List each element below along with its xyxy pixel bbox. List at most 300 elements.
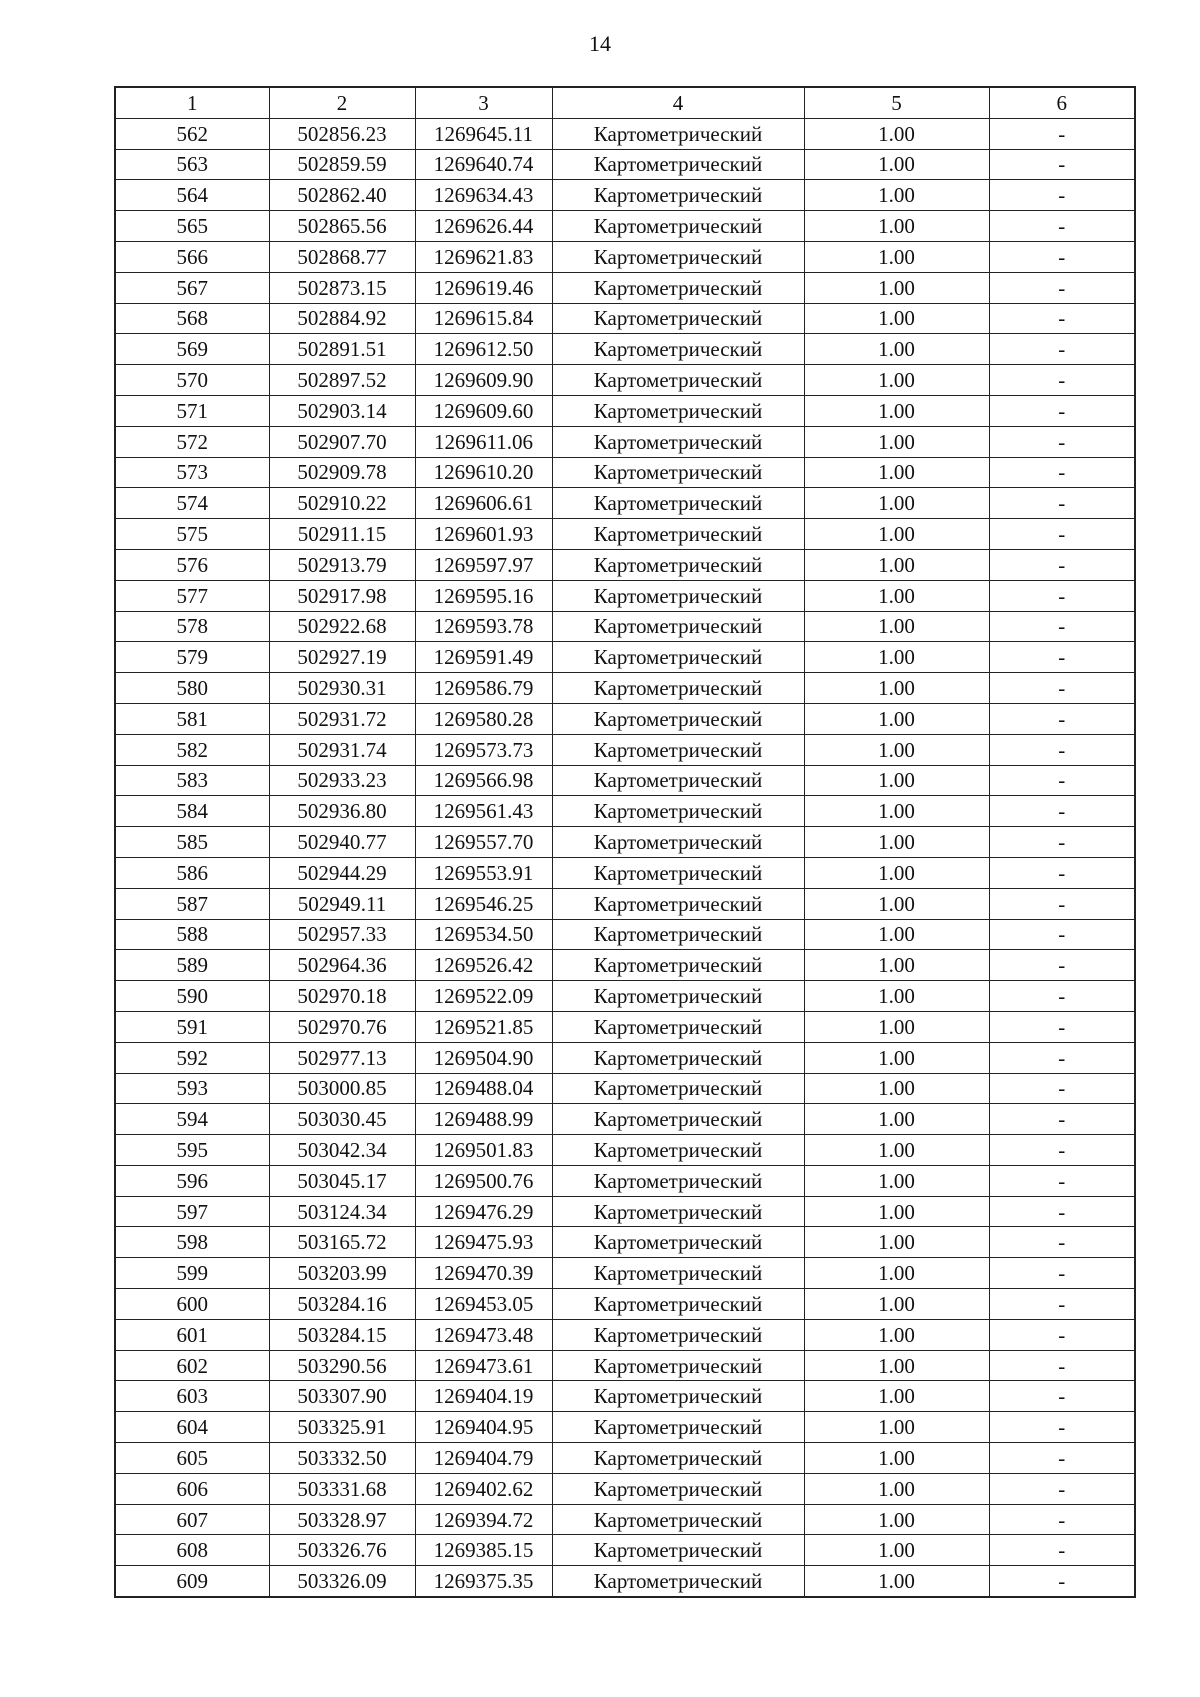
method-cell: Картометрический bbox=[552, 888, 804, 919]
accuracy-cell: 1.00 bbox=[804, 519, 989, 550]
point-number-cell: 585 bbox=[115, 827, 269, 858]
description-cell: - bbox=[989, 1319, 1135, 1350]
description-cell: - bbox=[989, 1504, 1135, 1535]
coordinates-table bbox=[114, 86, 1136, 1598]
point-number-cell: 564 bbox=[115, 180, 269, 211]
x-coordinate-cell: 503331.68 bbox=[269, 1473, 415, 1504]
table-row bbox=[115, 857, 1135, 888]
y-coordinate-cell: 1269501.83 bbox=[415, 1135, 552, 1166]
y-coordinate-cell: 1269402.62 bbox=[415, 1473, 552, 1504]
y-coordinate-cell: 1269612.50 bbox=[415, 334, 552, 365]
y-coordinate-cell: 1269522.09 bbox=[415, 981, 552, 1012]
method-cell: Картометрический bbox=[552, 303, 804, 334]
method-cell: Картометрический bbox=[552, 1289, 804, 1320]
table-row bbox=[115, 796, 1135, 827]
column-header-3: 3 bbox=[415, 87, 552, 118]
description-cell: - bbox=[989, 118, 1135, 149]
method-cell: Картометрический bbox=[552, 1412, 804, 1443]
table-row bbox=[115, 580, 1135, 611]
x-coordinate-cell: 502949.11 bbox=[269, 888, 415, 919]
y-coordinate-cell: 1269640.74 bbox=[415, 149, 552, 180]
y-coordinate-cell: 1269476.29 bbox=[415, 1196, 552, 1227]
x-coordinate-cell: 502868.77 bbox=[269, 241, 415, 272]
description-cell: - bbox=[989, 1227, 1135, 1258]
description-cell: - bbox=[989, 1042, 1135, 1073]
x-coordinate-cell: 502859.59 bbox=[269, 149, 415, 180]
table-row bbox=[115, 765, 1135, 796]
method-cell: Картометрический bbox=[552, 426, 804, 457]
x-coordinate-cell: 502856.23 bbox=[269, 118, 415, 149]
table-row bbox=[115, 334, 1135, 365]
table-row bbox=[115, 642, 1135, 673]
description-cell: - bbox=[989, 241, 1135, 272]
description-cell: - bbox=[989, 272, 1135, 303]
method-cell: Картометрический bbox=[552, 981, 804, 1012]
x-coordinate-cell: 502884.92 bbox=[269, 303, 415, 334]
accuracy-cell: 1.00 bbox=[804, 919, 989, 950]
y-coordinate-cell: 1269621.83 bbox=[415, 241, 552, 272]
description-cell: - bbox=[989, 1443, 1135, 1474]
description-cell: - bbox=[989, 888, 1135, 919]
description-cell: - bbox=[989, 1135, 1135, 1166]
table-row bbox=[115, 426, 1135, 457]
description-cell: - bbox=[989, 1196, 1135, 1227]
x-coordinate-cell: 503290.56 bbox=[269, 1350, 415, 1381]
x-coordinate-cell: 503284.15 bbox=[269, 1319, 415, 1350]
y-coordinate-cell: 1269488.99 bbox=[415, 1104, 552, 1135]
accuracy-cell: 1.00 bbox=[804, 827, 989, 858]
accuracy-cell: 1.00 bbox=[804, 211, 989, 242]
y-coordinate-cell: 1269453.05 bbox=[415, 1289, 552, 1320]
y-coordinate-cell: 1269504.90 bbox=[415, 1042, 552, 1073]
point-number-cell: 593 bbox=[115, 1073, 269, 1104]
point-number-cell: 597 bbox=[115, 1196, 269, 1227]
table-row bbox=[115, 703, 1135, 734]
table-row bbox=[115, 149, 1135, 180]
accuracy-cell: 1.00 bbox=[804, 241, 989, 272]
table-row bbox=[115, 365, 1135, 396]
accuracy-cell: 1.00 bbox=[804, 1412, 989, 1443]
table-row bbox=[115, 1412, 1135, 1443]
method-cell: Картометрический bbox=[552, 180, 804, 211]
method-cell: Картометрический bbox=[552, 611, 804, 642]
y-coordinate-cell: 1269546.25 bbox=[415, 888, 552, 919]
y-coordinate-cell: 1269488.04 bbox=[415, 1073, 552, 1104]
method-cell: Картометрический bbox=[552, 241, 804, 272]
point-number-cell: 573 bbox=[115, 457, 269, 488]
point-number-cell: 584 bbox=[115, 796, 269, 827]
description-cell: - bbox=[989, 1566, 1135, 1597]
description-cell: - bbox=[989, 488, 1135, 519]
accuracy-cell: 1.00 bbox=[804, 1504, 989, 1535]
accuracy-cell: 1.00 bbox=[804, 857, 989, 888]
y-coordinate-cell: 1269609.60 bbox=[415, 395, 552, 426]
y-coordinate-cell: 1269404.19 bbox=[415, 1381, 552, 1412]
method-cell: Картометрический bbox=[552, 734, 804, 765]
point-number-cell: 588 bbox=[115, 919, 269, 950]
table-row bbox=[115, 211, 1135, 242]
method-cell: Картометрический bbox=[552, 1504, 804, 1535]
y-coordinate-cell: 1269591.49 bbox=[415, 642, 552, 673]
x-coordinate-cell: 503030.45 bbox=[269, 1104, 415, 1135]
accuracy-cell: 1.00 bbox=[804, 549, 989, 580]
table-row bbox=[115, 1104, 1135, 1135]
method-cell: Картометрический bbox=[552, 919, 804, 950]
accuracy-cell: 1.00 bbox=[804, 580, 989, 611]
method-cell: Картометрический bbox=[552, 1566, 804, 1597]
point-number-cell: 599 bbox=[115, 1258, 269, 1289]
x-coordinate-cell: 502977.13 bbox=[269, 1042, 415, 1073]
table-row bbox=[115, 272, 1135, 303]
method-cell: Картометрический bbox=[552, 1535, 804, 1566]
table-row bbox=[115, 1042, 1135, 1073]
table-row bbox=[115, 1319, 1135, 1350]
y-coordinate-cell: 1269470.39 bbox=[415, 1258, 552, 1289]
description-cell: - bbox=[989, 1412, 1135, 1443]
method-cell: Картометрический bbox=[552, 1319, 804, 1350]
method-cell: Картометрический bbox=[552, 334, 804, 365]
table-row bbox=[115, 488, 1135, 519]
y-coordinate-cell: 1269595.16 bbox=[415, 580, 552, 611]
y-coordinate-cell: 1269394.72 bbox=[415, 1504, 552, 1535]
description-cell: - bbox=[989, 1473, 1135, 1504]
description-cell: - bbox=[989, 303, 1135, 334]
column-header-1: 1 bbox=[115, 87, 269, 118]
point-number-cell: 575 bbox=[115, 519, 269, 550]
accuracy-cell: 1.00 bbox=[804, 765, 989, 796]
point-number-cell: 563 bbox=[115, 149, 269, 180]
method-cell: Картометрический bbox=[552, 1042, 804, 1073]
x-coordinate-cell: 502903.14 bbox=[269, 395, 415, 426]
table-row bbox=[115, 303, 1135, 334]
x-coordinate-cell: 502927.19 bbox=[269, 642, 415, 673]
table-row bbox=[115, 1196, 1135, 1227]
description-cell: - bbox=[989, 1258, 1135, 1289]
x-coordinate-cell: 502891.51 bbox=[269, 334, 415, 365]
x-coordinate-cell: 503284.16 bbox=[269, 1289, 415, 1320]
x-coordinate-cell: 502911.15 bbox=[269, 519, 415, 550]
x-coordinate-cell: 502964.36 bbox=[269, 950, 415, 981]
point-number-cell: 596 bbox=[115, 1165, 269, 1196]
x-coordinate-cell: 502897.52 bbox=[269, 365, 415, 396]
accuracy-cell: 1.00 bbox=[804, 272, 989, 303]
method-cell: Картометрический bbox=[552, 950, 804, 981]
accuracy-cell: 1.00 bbox=[804, 334, 989, 365]
point-number-cell: 577 bbox=[115, 580, 269, 611]
point-number-cell: 578 bbox=[115, 611, 269, 642]
method-cell: Картометрический bbox=[552, 149, 804, 180]
point-number-cell: 602 bbox=[115, 1350, 269, 1381]
description-cell: - bbox=[989, 1165, 1135, 1196]
point-number-cell: 604 bbox=[115, 1412, 269, 1443]
description-cell: - bbox=[989, 1381, 1135, 1412]
point-number-cell: 566 bbox=[115, 241, 269, 272]
method-cell: Картометрический bbox=[552, 1196, 804, 1227]
x-coordinate-cell: 503328.97 bbox=[269, 1504, 415, 1535]
description-cell: - bbox=[989, 1350, 1135, 1381]
x-coordinate-cell: 503326.09 bbox=[269, 1566, 415, 1597]
method-cell: Картометрический bbox=[552, 395, 804, 426]
table-row bbox=[115, 981, 1135, 1012]
y-coordinate-cell: 1269593.78 bbox=[415, 611, 552, 642]
description-cell: - bbox=[989, 1104, 1135, 1135]
accuracy-cell: 1.00 bbox=[804, 365, 989, 396]
accuracy-cell: 1.00 bbox=[804, 1227, 989, 1258]
y-coordinate-cell: 1269473.61 bbox=[415, 1350, 552, 1381]
accuracy-cell: 1.00 bbox=[804, 1319, 989, 1350]
accuracy-cell: 1.00 bbox=[804, 488, 989, 519]
point-number-cell: 603 bbox=[115, 1381, 269, 1412]
accuracy-cell: 1.00 bbox=[804, 118, 989, 149]
method-cell: Картометрический bbox=[552, 365, 804, 396]
point-number-cell: 592 bbox=[115, 1042, 269, 1073]
point-number-cell: 568 bbox=[115, 303, 269, 334]
point-number-cell: 574 bbox=[115, 488, 269, 519]
accuracy-cell: 1.00 bbox=[804, 1073, 989, 1104]
y-coordinate-cell: 1269610.20 bbox=[415, 457, 552, 488]
column-header-2: 2 bbox=[269, 87, 415, 118]
description-cell: - bbox=[989, 180, 1135, 211]
accuracy-cell: 1.00 bbox=[804, 457, 989, 488]
point-number-cell: 589 bbox=[115, 950, 269, 981]
point-number-cell: 590 bbox=[115, 981, 269, 1012]
x-coordinate-cell: 502917.98 bbox=[269, 580, 415, 611]
method-cell: Картометрический bbox=[552, 1073, 804, 1104]
point-number-cell: 581 bbox=[115, 703, 269, 734]
description-cell: - bbox=[989, 703, 1135, 734]
y-coordinate-cell: 1269606.61 bbox=[415, 488, 552, 519]
accuracy-cell: 1.00 bbox=[804, 673, 989, 704]
y-coordinate-cell: 1269500.76 bbox=[415, 1165, 552, 1196]
accuracy-cell: 1.00 bbox=[804, 1350, 989, 1381]
description-cell: - bbox=[989, 549, 1135, 580]
x-coordinate-cell: 503165.72 bbox=[269, 1227, 415, 1258]
x-coordinate-cell: 503203.99 bbox=[269, 1258, 415, 1289]
y-coordinate-cell: 1269475.93 bbox=[415, 1227, 552, 1258]
description-cell: - bbox=[989, 950, 1135, 981]
x-coordinate-cell: 502944.29 bbox=[269, 857, 415, 888]
x-coordinate-cell: 502970.18 bbox=[269, 981, 415, 1012]
x-coordinate-cell: 502931.72 bbox=[269, 703, 415, 734]
point-number-cell: 576 bbox=[115, 549, 269, 580]
accuracy-cell: 1.00 bbox=[804, 1104, 989, 1135]
x-coordinate-cell: 502930.31 bbox=[269, 673, 415, 704]
table-row bbox=[115, 1227, 1135, 1258]
y-coordinate-cell: 1269521.85 bbox=[415, 1011, 552, 1042]
y-coordinate-cell: 1269580.28 bbox=[415, 703, 552, 734]
x-coordinate-cell: 502970.76 bbox=[269, 1011, 415, 1042]
table-row bbox=[115, 180, 1135, 211]
x-coordinate-cell: 503307.90 bbox=[269, 1381, 415, 1412]
table-body bbox=[115, 118, 1135, 1597]
accuracy-cell: 1.00 bbox=[804, 796, 989, 827]
table-row bbox=[115, 888, 1135, 919]
x-coordinate-cell: 502913.79 bbox=[269, 549, 415, 580]
point-number-cell: 609 bbox=[115, 1566, 269, 1597]
method-cell: Картометрический bbox=[552, 703, 804, 734]
description-cell: - bbox=[989, 1289, 1135, 1320]
table-row bbox=[115, 395, 1135, 426]
table-row bbox=[115, 1504, 1135, 1535]
x-coordinate-cell: 503326.76 bbox=[269, 1535, 415, 1566]
point-number-cell: 583 bbox=[115, 765, 269, 796]
table-row bbox=[115, 118, 1135, 149]
x-coordinate-cell: 502873.15 bbox=[269, 272, 415, 303]
y-coordinate-cell: 1269601.93 bbox=[415, 519, 552, 550]
method-cell: Картометрический bbox=[552, 580, 804, 611]
page-number: 14 bbox=[589, 31, 611, 56]
accuracy-cell: 1.00 bbox=[804, 950, 989, 981]
accuracy-cell: 1.00 bbox=[804, 149, 989, 180]
y-coordinate-cell: 1269645.11 bbox=[415, 118, 552, 149]
method-cell: Картометрический bbox=[552, 642, 804, 673]
point-number-cell: 591 bbox=[115, 1011, 269, 1042]
accuracy-cell: 1.00 bbox=[804, 426, 989, 457]
column-header-4: 4 bbox=[552, 87, 804, 118]
table-row bbox=[115, 611, 1135, 642]
x-coordinate-cell: 503332.50 bbox=[269, 1443, 415, 1474]
method-cell: Картометрический bbox=[552, 1227, 804, 1258]
y-coordinate-cell: 1269404.95 bbox=[415, 1412, 552, 1443]
table-row bbox=[115, 457, 1135, 488]
description-cell: - bbox=[989, 765, 1135, 796]
description-cell: - bbox=[989, 395, 1135, 426]
method-cell: Картометрический bbox=[552, 457, 804, 488]
method-cell: Картометрический bbox=[552, 1165, 804, 1196]
y-coordinate-cell: 1269586.79 bbox=[415, 673, 552, 704]
point-number-cell: 565 bbox=[115, 211, 269, 242]
method-cell: Картометрический bbox=[552, 488, 804, 519]
method-cell: Картометрический bbox=[552, 1381, 804, 1412]
table-row bbox=[115, 673, 1135, 704]
method-cell: Картометрический bbox=[552, 549, 804, 580]
description-cell: - bbox=[989, 981, 1135, 1012]
point-number-cell: 570 bbox=[115, 365, 269, 396]
y-coordinate-cell: 1269534.50 bbox=[415, 919, 552, 950]
description-cell: - bbox=[989, 580, 1135, 611]
description-cell: - bbox=[989, 426, 1135, 457]
point-number-cell: 586 bbox=[115, 857, 269, 888]
table-row bbox=[115, 1165, 1135, 1196]
y-coordinate-cell: 1269619.46 bbox=[415, 272, 552, 303]
x-coordinate-cell: 503124.34 bbox=[269, 1196, 415, 1227]
x-coordinate-cell: 502922.68 bbox=[269, 611, 415, 642]
table-row bbox=[115, 734, 1135, 765]
point-number-cell: 607 bbox=[115, 1504, 269, 1535]
x-coordinate-cell: 502909.78 bbox=[269, 457, 415, 488]
description-cell: - bbox=[989, 796, 1135, 827]
point-number-cell: 598 bbox=[115, 1227, 269, 1258]
point-number-cell: 579 bbox=[115, 642, 269, 673]
accuracy-cell: 1.00 bbox=[804, 611, 989, 642]
y-coordinate-cell: 1269566.98 bbox=[415, 765, 552, 796]
description-cell: - bbox=[989, 1011, 1135, 1042]
point-number-cell: 582 bbox=[115, 734, 269, 765]
method-cell: Картометрический bbox=[552, 1473, 804, 1504]
x-coordinate-cell: 503042.34 bbox=[269, 1135, 415, 1166]
description-cell: - bbox=[989, 611, 1135, 642]
method-cell: Картометрический bbox=[552, 519, 804, 550]
accuracy-cell: 1.00 bbox=[804, 1473, 989, 1504]
point-number-cell: 608 bbox=[115, 1535, 269, 1566]
accuracy-cell: 1.00 bbox=[804, 1011, 989, 1042]
column-header-6: 6 bbox=[989, 87, 1135, 118]
accuracy-cell: 1.00 bbox=[804, 981, 989, 1012]
accuracy-cell: 1.00 bbox=[804, 1165, 989, 1196]
method-cell: Картометрический bbox=[552, 796, 804, 827]
method-cell: Картометрический bbox=[552, 1443, 804, 1474]
table-row bbox=[115, 1381, 1135, 1412]
point-number-cell: 605 bbox=[115, 1443, 269, 1474]
description-cell: - bbox=[989, 734, 1135, 765]
table-row bbox=[115, 1258, 1135, 1289]
accuracy-cell: 1.00 bbox=[804, 642, 989, 673]
accuracy-cell: 1.00 bbox=[804, 888, 989, 919]
table-row bbox=[115, 1473, 1135, 1504]
method-cell: Картометрический bbox=[552, 1135, 804, 1166]
accuracy-cell: 1.00 bbox=[804, 1566, 989, 1597]
method-cell: Картометрический bbox=[552, 211, 804, 242]
table-row bbox=[115, 519, 1135, 550]
table-row bbox=[115, 1135, 1135, 1166]
column-header-5: 5 bbox=[804, 87, 989, 118]
y-coordinate-cell: 1269385.15 bbox=[415, 1535, 552, 1566]
table-row bbox=[115, 827, 1135, 858]
table-row bbox=[115, 1289, 1135, 1320]
method-cell: Картометрический bbox=[552, 118, 804, 149]
accuracy-cell: 1.00 bbox=[804, 1381, 989, 1412]
point-number-cell: 567 bbox=[115, 272, 269, 303]
y-coordinate-cell: 1269404.79 bbox=[415, 1443, 552, 1474]
method-cell: Картометрический bbox=[552, 765, 804, 796]
table-row bbox=[115, 549, 1135, 580]
method-cell: Картометрический bbox=[552, 857, 804, 888]
point-number-cell: 601 bbox=[115, 1319, 269, 1350]
x-coordinate-cell: 502862.40 bbox=[269, 180, 415, 211]
table-row bbox=[115, 1566, 1135, 1597]
point-number-cell: 571 bbox=[115, 395, 269, 426]
table-row bbox=[115, 1535, 1135, 1566]
point-number-cell: 594 bbox=[115, 1104, 269, 1135]
accuracy-cell: 1.00 bbox=[804, 395, 989, 426]
point-number-cell: 587 bbox=[115, 888, 269, 919]
point-number-cell: 595 bbox=[115, 1135, 269, 1166]
description-cell: - bbox=[989, 334, 1135, 365]
y-coordinate-cell: 1269526.42 bbox=[415, 950, 552, 981]
method-cell: Картометрический bbox=[552, 1104, 804, 1135]
y-coordinate-cell: 1269615.84 bbox=[415, 303, 552, 334]
description-cell: - bbox=[989, 365, 1135, 396]
table-row bbox=[115, 1011, 1135, 1042]
point-number-cell: 569 bbox=[115, 334, 269, 365]
description-cell: - bbox=[989, 919, 1135, 950]
x-coordinate-cell: 502907.70 bbox=[269, 426, 415, 457]
description-cell: - bbox=[989, 149, 1135, 180]
accuracy-cell: 1.00 bbox=[804, 180, 989, 211]
y-coordinate-cell: 1269553.91 bbox=[415, 857, 552, 888]
method-cell: Картометрический bbox=[552, 827, 804, 858]
x-coordinate-cell: 502957.33 bbox=[269, 919, 415, 950]
description-cell: - bbox=[989, 211, 1135, 242]
description-cell: - bbox=[989, 457, 1135, 488]
accuracy-cell: 1.00 bbox=[804, 303, 989, 334]
accuracy-cell: 1.00 bbox=[804, 734, 989, 765]
table-row bbox=[115, 1350, 1135, 1381]
y-coordinate-cell: 1269609.90 bbox=[415, 365, 552, 396]
y-coordinate-cell: 1269557.70 bbox=[415, 827, 552, 858]
x-coordinate-cell: 503000.85 bbox=[269, 1073, 415, 1104]
y-coordinate-cell: 1269597.97 bbox=[415, 549, 552, 580]
